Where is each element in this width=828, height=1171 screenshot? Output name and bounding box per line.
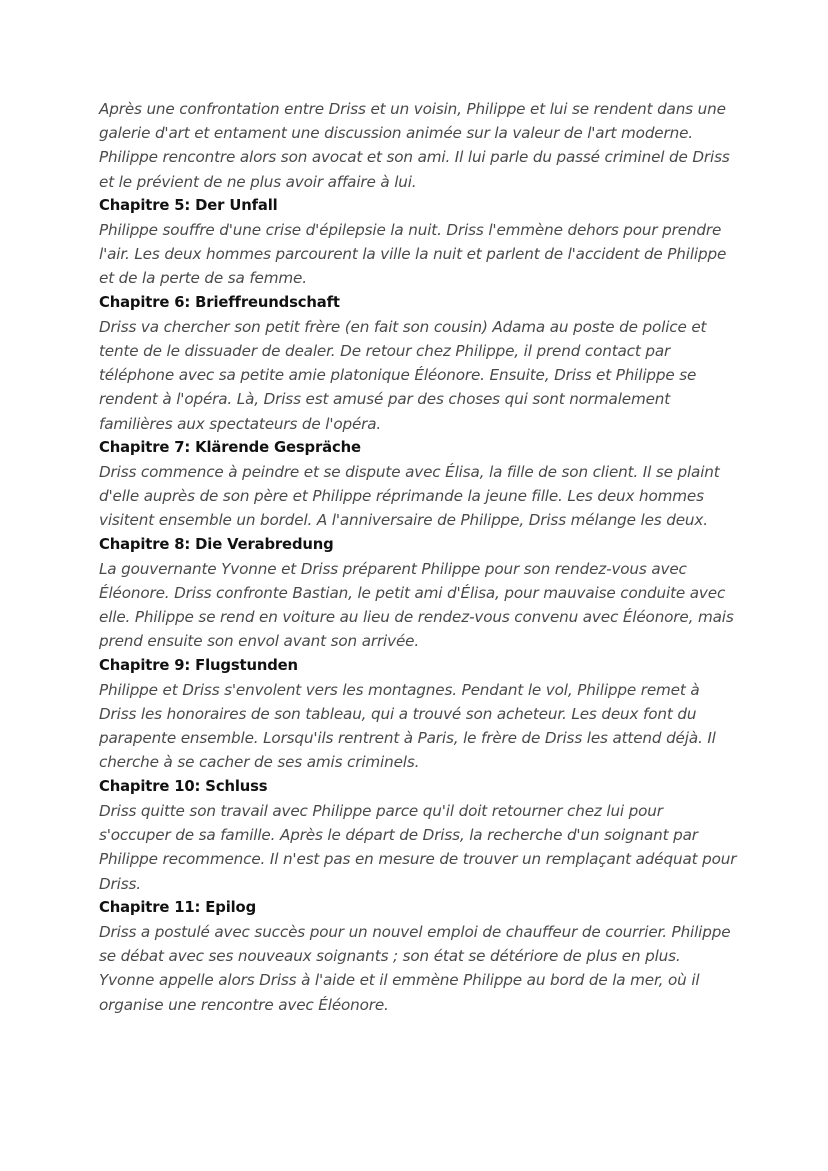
chapter-heading: Chapitre 6: Brieffreundschaft: [99, 293, 340, 311]
document-page: [99, 97, 739, 1017]
chapter-heading: Chapitre 9: Flugstunden: [99, 656, 298, 674]
chapter-heading: Chapitre 8: Die Verabredung: [99, 535, 334, 553]
chapter-paragraph: Driss commence à peindre et se dispute avec Élisa, la fille de son client. Il se plaint d'elle auprès de son père et Philippe réprimande la jeune fille. Les deux hommes visitent ensemble un bordel. A l'anniversaire de Philippe, Driss mélange les deux.: [99, 463, 720, 530]
chapter-paragraph: Philippe souffre d'une crise d'épilepsie la nuit. Driss l'emmène dehors pour prendre l'air. Les deux hommes parcourent la ville la nuit et parlent de l'accident de Philippe et de la perte de sa femme.: [99, 221, 727, 288]
chapter-section: [99, 533, 739, 654]
chapter-heading: Chapitre 5: Der Unfall: [99, 196, 278, 214]
chapter-heading: Chapitre 10: Schluss: [99, 777, 268, 795]
chapter-paragraph: Driss va chercher son petit frère (en fait son cousin) Adama au poste de police et tente de le dissuader de dealer. De retour chez Philippe, il prend contact par téléphone avec sa petite amie platonique Éléonore. Ensuite, Driss et Philippe se rendent à l'opéra. Là, Driss est amusé par des choses qui sont normalement familières aux spectateurs de l'opéra.: [99, 317, 707, 433]
chapter-heading: Chapitre 7: Klärende Gespräche: [99, 438, 361, 456]
chapter-section: [99, 436, 739, 533]
chapter-section: [99, 896, 739, 1017]
chapter-paragraph: La gouvernante Yvonne et Driss préparent Philippe pour son rendez-vous avec Éléonore. Driss confronte Bastian, le petit ami d'Élisa, pour mauvaise conduite avec elle. Philippe se rend en voiture au lieu de rendez-vous convenu avec Éléonore, mais prend ensuite son envol avant son arrivée.: [99, 559, 734, 651]
chapter-paragraph: Driss a postulé avec succès pour un nouvel emploi de chauffeur de courrier. Philippe se débat avec ses nouveaux soignants ; son état se détériore de plus en plus. Yvonne appelle alors Driss à l'aide et il emmène Philippe au bord de la mer, où il organise une rencontre avec Éléonore.: [99, 922, 731, 1014]
chapter-paragraph: Driss quitte son travail avec Philippe parce qu'il doit retourner chez lui pour s'occuper de sa famille. Après le départ de Driss, la recherche d'un soignant par Philippe recommence. Il n'est pas en mesure de trouver un remplaçant adéquat pour Driss.: [99, 801, 737, 893]
chapter-section: [99, 775, 739, 896]
chapter-heading: Chapitre 11: Epilog: [99, 898, 257, 916]
intro-paragraph: Après une confrontation entre Driss et un voisin, Philippe et lui se rendent dans une galerie d'art et entament une discussion animée sur la valeur de l'art moderne. Philippe rencontre alors son avocat et son ami. Il lui parle du passé criminel de Driss et le prévient de ne plus avoir affaire à lui.: [99, 100, 730, 191]
chapter-section: [99, 291, 739, 436]
chapter-paragraph: Philippe et Driss s'envolent vers les montagnes. Pendant le vol, Philippe remet à Driss les honoraires de son tableau, qui a trouvé son acheteur. Les deux font du parapente ensemble. Lorsqu'ils rentrent à Paris, le frère de Driss les attend déjà. Il cherche à se cacher de ses amis criminels.: [99, 680, 716, 772]
chapter-section: [99, 194, 739, 291]
chapter-section: [99, 654, 739, 775]
